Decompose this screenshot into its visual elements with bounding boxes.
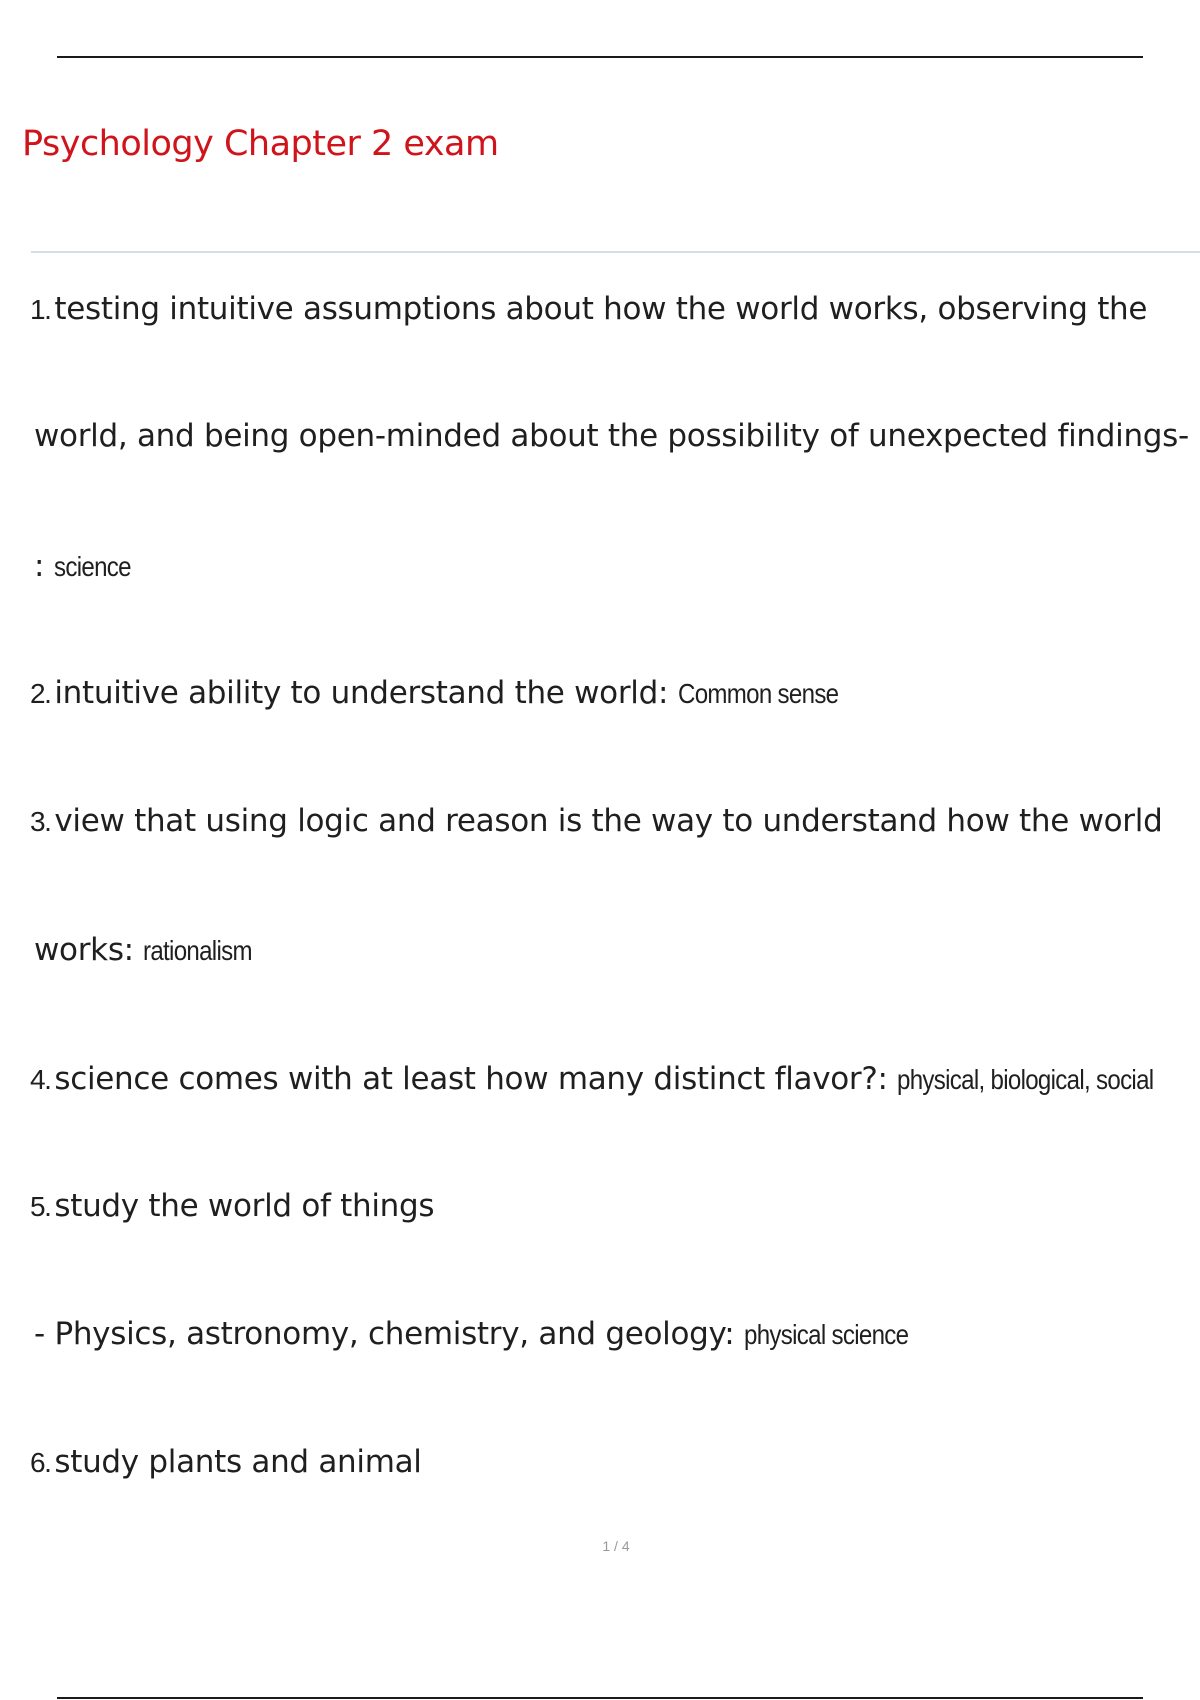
question-2-line <box>30 673 864 714</box>
top-rule <box>57 56 1143 58</box>
page-number: 1 / 4 <box>602 1538 630 1554</box>
answer-text: physical, biological, social <box>897 1064 1154 1095</box>
question-number: 2. <box>30 678 51 709</box>
question-5-line-2 <box>30 1314 935 1355</box>
question-text: testing intuitive assumptions about how the world works, observing the <box>54 291 1148 327</box>
answer-text: rationalism <box>143 935 253 966</box>
bottom-rule <box>57 1697 1143 1699</box>
question-1-line-3 <box>30 546 143 587</box>
question-text: - Physics, astronomy, chemistry, and geology: <box>34 1316 745 1352</box>
question-text: works: <box>34 932 144 968</box>
answer-text: physical science <box>744 1319 909 1350</box>
question-3-line-2 <box>30 930 270 971</box>
question-1-line-1 <box>30 289 1147 330</box>
question-5-line-1 <box>30 1186 434 1227</box>
question-number: 1. <box>30 294 51 325</box>
question-number: 5. <box>30 1191 51 1222</box>
question-number: 6. <box>30 1447 51 1478</box>
question-text: study plants and animal <box>54 1444 422 1480</box>
question-number: 4. <box>30 1064 51 1095</box>
document-title: Psychology Chapter 2 exam <box>22 124 499 164</box>
question-number: 3. <box>30 806 51 837</box>
answer-text: Common sense <box>677 678 839 709</box>
question-text: science comes with at least how many distinct flavor?: <box>54 1061 898 1097</box>
question-6-line <box>30 1442 422 1483</box>
question-text: intuitive ability to understand the world: <box>54 675 678 711</box>
question-4-line <box>30 1059 1195 1100</box>
answer-text: science <box>53 551 131 582</box>
question-text: : <box>34 548 54 584</box>
question-text: study the world of things <box>54 1188 435 1224</box>
question-1-line-2 <box>30 416 1189 457</box>
title-divider <box>31 251 1200 253</box>
question-text: world, and being open-minded about the possibility of unexpected findings- <box>34 418 1189 454</box>
question-3-line-1 <box>30 801 1162 842</box>
question-text: view that using logic and reason is the way to understand how the world <box>54 803 1163 839</box>
